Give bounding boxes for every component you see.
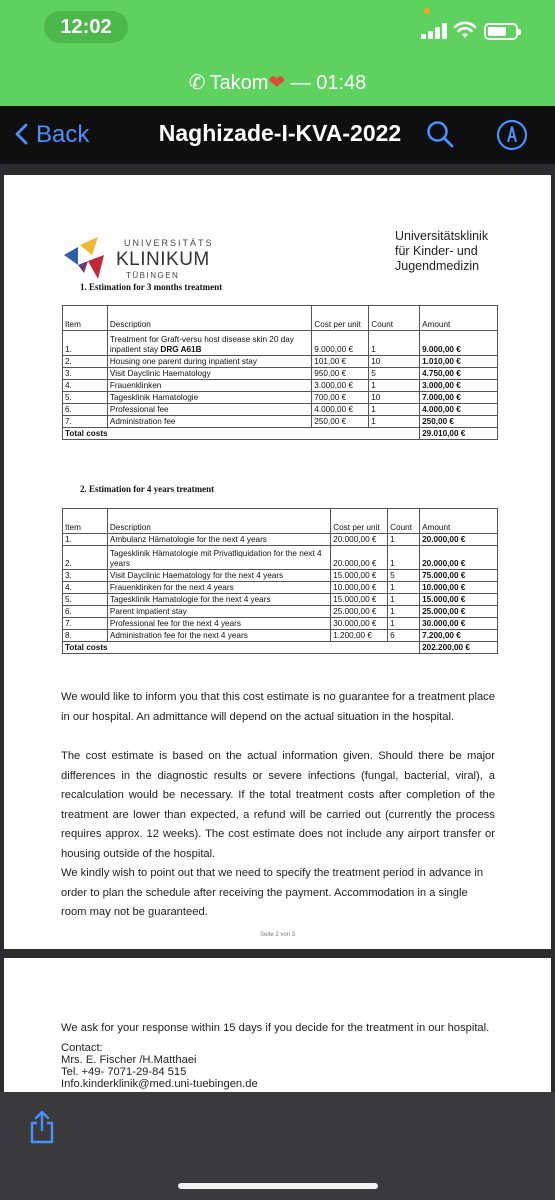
table-header-cell: Count xyxy=(388,509,420,534)
back-button[interactable] xyxy=(14,118,89,149)
cell-amount: 250,00 € xyxy=(420,416,498,428)
cell-cost: 4.000,00 € xyxy=(312,404,369,416)
document-title: Naghizade-I-KVA-2022 xyxy=(158,120,402,146)
cell-amount: 7.200,00 € xyxy=(420,630,498,642)
table-header-cell: Item xyxy=(63,306,108,331)
cost-table-3-months xyxy=(62,305,498,440)
cell-cost: 10.000,00 € xyxy=(331,582,388,594)
cell-description xyxy=(107,331,311,356)
table-row xyxy=(63,356,498,368)
logo-line1: UNIVERSITÄTS xyxy=(124,238,214,248)
cell-description: Ambulanz Hämatologie for the next 4 years xyxy=(107,534,330,546)
table-row xyxy=(63,368,498,380)
cell-description: Visit Dayclinic Haematology xyxy=(107,368,311,380)
table-row xyxy=(63,570,498,582)
table-header-cell: Count xyxy=(369,306,420,331)
table-row xyxy=(63,618,498,630)
cell-item: 2. xyxy=(63,546,108,570)
table-row xyxy=(63,606,498,618)
cell-count: 1 xyxy=(369,404,420,416)
cell-amount: 20.000,00 € xyxy=(420,534,498,546)
table-total-row xyxy=(63,428,498,440)
cost-table-4-years xyxy=(62,508,498,654)
heart-icon: ❤ xyxy=(268,72,286,94)
cell-amount: 30.000,00 € xyxy=(420,618,498,630)
cell-description: Frauenklinken for the next 4 years xyxy=(107,582,330,594)
response-request-paragraph: We ask for your response within 15 days if you decide for the treatment in our hospital. xyxy=(61,1022,490,1034)
cell-count: 1 xyxy=(369,416,420,428)
cell-item: 6. xyxy=(63,606,108,618)
clinic-logo xyxy=(62,235,212,285)
cost-estimate-paragraph: The cost estimate is based on the actual information given. Should there be major differences in the diagnostic results or severe infections (fungal, bacterial, viral), a recalculation would be necessary. If the total treatment costs after completion of the treatment are lower than expected, a refund will be carried out (currently the process requires approx. 12 weeks). The cost estimate does not include any airport transfer or housing outside of the hospital. xyxy=(61,750,495,860)
contact-line: Contact: xyxy=(61,1042,103,1054)
contact-line: Tel. +49- 7071-29-84 515 xyxy=(61,1066,187,1078)
cell-item: 1. xyxy=(63,331,108,356)
cell-description: Professional fee for the next 4 years xyxy=(107,618,330,630)
status-time[interactable]: 12:02 xyxy=(44,11,128,43)
cell-item: 1. xyxy=(63,534,108,546)
wifi-icon xyxy=(453,20,477,40)
cell-item: 4. xyxy=(63,582,108,594)
cell-description: Tagesklinik Hamatologie xyxy=(107,392,311,404)
cell-cost: 15.000,00 € xyxy=(331,570,388,582)
privacy-indicator-dot xyxy=(424,8,430,14)
cell-description: Administration fee for the next 4 years xyxy=(107,630,330,642)
table-row xyxy=(63,404,498,416)
table-row xyxy=(63,380,498,392)
contact-line: Info.kinderklinik@med.uni-tuebingen.de xyxy=(61,1078,258,1090)
cell-description: Housing one parent during inpatient stay xyxy=(107,356,311,368)
cell-cost: 20.000,00 € xyxy=(331,534,388,546)
table-row xyxy=(63,331,498,356)
cell-count: 5 xyxy=(369,368,420,380)
table-header-row xyxy=(63,306,498,331)
clinic-name-line: Jugendmedizin xyxy=(395,259,480,273)
clinic-name xyxy=(395,229,488,274)
cell-item: 4. xyxy=(63,380,108,392)
contact-line: Mrs. E. Fischer /H.Matthaei xyxy=(61,1054,197,1066)
cell-amount: 75.000,00 € xyxy=(420,570,498,582)
cell-cost: 25.000,00 € xyxy=(331,606,388,618)
cell-cost: 1.200,00 € xyxy=(331,630,388,642)
status-bar xyxy=(0,0,555,106)
cell-cost: 700,00 € xyxy=(312,392,369,404)
contact-block xyxy=(61,1042,501,1090)
table-header-row xyxy=(63,509,498,534)
cell-cost: 30.000,00 € xyxy=(331,618,388,630)
clinic-name-line: Universitätsklinik xyxy=(395,229,489,243)
cell-description: Parent impatient stay xyxy=(107,606,330,618)
logo-line2: KLINIKUM xyxy=(116,249,210,270)
cell-count: 10 xyxy=(369,356,420,368)
cell-amount: 7.000,00 € xyxy=(420,392,498,404)
cell-count: 10 xyxy=(369,392,420,404)
document-page xyxy=(4,175,551,949)
call-timer: — 01:48 xyxy=(290,72,367,94)
cell-cost: 3.000,00 € xyxy=(312,380,369,392)
back-label: Back xyxy=(36,121,90,148)
cell-count: 1 xyxy=(388,606,420,618)
call-contact-name: Takom xyxy=(209,72,269,94)
cell-count: 1 xyxy=(388,594,420,606)
signal-icon xyxy=(421,23,447,39)
document-viewer[interactable] xyxy=(0,164,555,1092)
cell-count: 1 xyxy=(369,380,420,392)
cell-amount: 1.010,00 € xyxy=(420,356,498,368)
cell-cost: 20.000,00 € xyxy=(331,546,388,570)
cell-amount: 15.000,00 € xyxy=(420,594,498,606)
cell-count: 1 xyxy=(388,582,420,594)
table-header-cell: Item xyxy=(63,509,108,534)
table-total-row xyxy=(63,642,498,654)
cell-cost: 15.000,00 € xyxy=(331,594,388,606)
total-amount: 202.200,00 € xyxy=(420,642,498,654)
logo-triangles-icon xyxy=(62,235,108,285)
cell-description: Professional fee xyxy=(107,404,311,416)
table-header-cell: Description xyxy=(107,306,311,331)
total-label: Total costs xyxy=(63,428,420,440)
cell-description: Tagesklinik Hamatologie for the next 4 years xyxy=(107,594,330,606)
drg-code: DRG A61B xyxy=(160,345,202,354)
markup-pen-icon[interactable] xyxy=(496,119,528,151)
cell-amount: 25.000,00 € xyxy=(420,606,498,618)
total-amount: 29.010,00 € xyxy=(420,428,498,440)
table-header-cell: Amount xyxy=(420,509,498,534)
cell-description: Frauenklinken xyxy=(107,380,311,392)
cell-item: 5. xyxy=(63,594,108,606)
table-row xyxy=(63,594,498,606)
treatment-period-paragraph: We kindly wish to point out that we need to specify the treatment period in advance in order to plan the schedule after receiving the payment. Accommodation in a single room may not be guaranteed. xyxy=(61,867,484,918)
cell-item: 3. xyxy=(63,570,108,582)
document-page xyxy=(4,958,551,1092)
cell-count: 1 xyxy=(388,534,420,546)
cell-count: 1 xyxy=(388,618,420,630)
home-indicator[interactable] xyxy=(178,1183,378,1189)
cell-amount: 4.000,00 € xyxy=(420,404,498,416)
logo-line3: TÜBINGEN xyxy=(126,271,180,280)
cell-count: 1 xyxy=(369,331,420,356)
description-text: Treatment for Graft-versu host disease skin 20 day inpatient stay xyxy=(109,335,294,354)
table-header-cell: Cost per unit xyxy=(331,509,388,534)
table-row xyxy=(63,546,498,570)
cell-item: 6. xyxy=(63,404,108,416)
cell-count: 6 xyxy=(388,630,420,642)
cell-cost: 101,00 € xyxy=(312,356,369,368)
section2-title: 2. Estimation for 4 years treatment xyxy=(80,484,215,494)
clinic-name-line: für Kinder- und xyxy=(395,244,478,258)
battery-icon xyxy=(484,23,518,40)
table-row xyxy=(63,534,498,546)
cell-item: 2. xyxy=(63,356,108,368)
cell-count: 1 xyxy=(388,546,420,570)
cell-cost: 950,00 € xyxy=(312,368,369,380)
cell-cost: 9.000,00 € xyxy=(312,331,369,356)
cell-description: Administration fee xyxy=(107,416,311,428)
cell-amount: 3.000,00 € xyxy=(420,380,498,392)
page-number: Seite 2 von 3 xyxy=(259,932,296,938)
cell-amount: 9.000,00 € xyxy=(420,331,498,356)
cell-item: 3. xyxy=(63,368,108,380)
bottom-toolbar xyxy=(0,1092,555,1200)
table-header-cell: Description xyxy=(107,509,330,534)
cell-description: Tagesklinik Hämatologie mit Privatliquidation for the next 4 years xyxy=(107,546,330,570)
back-chevron-icon xyxy=(14,118,28,149)
cell-amount: 4.750,00 € xyxy=(420,368,498,380)
disclaimer-paragraph: We would like to inform you that this cost estimate is no guarantee for a treatment place in our hospital. An admittance will depend on the actual situation in the hospital. xyxy=(61,691,495,723)
total-label: Total costs xyxy=(63,642,420,654)
cell-item: 8. xyxy=(63,630,108,642)
search-icon[interactable] xyxy=(426,120,454,148)
cell-amount: 10.000,00 € xyxy=(420,582,498,594)
table-row xyxy=(63,582,498,594)
section1-title: 1. Estimation for 3 months treatment xyxy=(80,282,223,292)
cell-cost: 250,00 € xyxy=(312,416,369,428)
table-header-cell: Amount xyxy=(420,306,498,331)
cell-item: 7. xyxy=(63,416,108,428)
cell-amount: 20.000,00 € xyxy=(420,546,498,570)
table-row xyxy=(63,630,498,642)
phone-icon: ✆ xyxy=(188,72,206,94)
cell-count: 5 xyxy=(388,570,420,582)
ongoing-call-indicator[interactable] xyxy=(0,70,555,95)
table-row xyxy=(63,392,498,404)
navigation-bar xyxy=(0,106,555,164)
cell-item: 7. xyxy=(63,618,108,630)
cell-description: Visit Dayclinic Haematology for the next 4 years xyxy=(107,570,330,582)
table-row xyxy=(63,416,498,428)
table-header-cell: Cost per unit xyxy=(312,306,369,331)
cell-item: 5. xyxy=(63,392,108,404)
share-icon[interactable] xyxy=(28,1110,56,1144)
